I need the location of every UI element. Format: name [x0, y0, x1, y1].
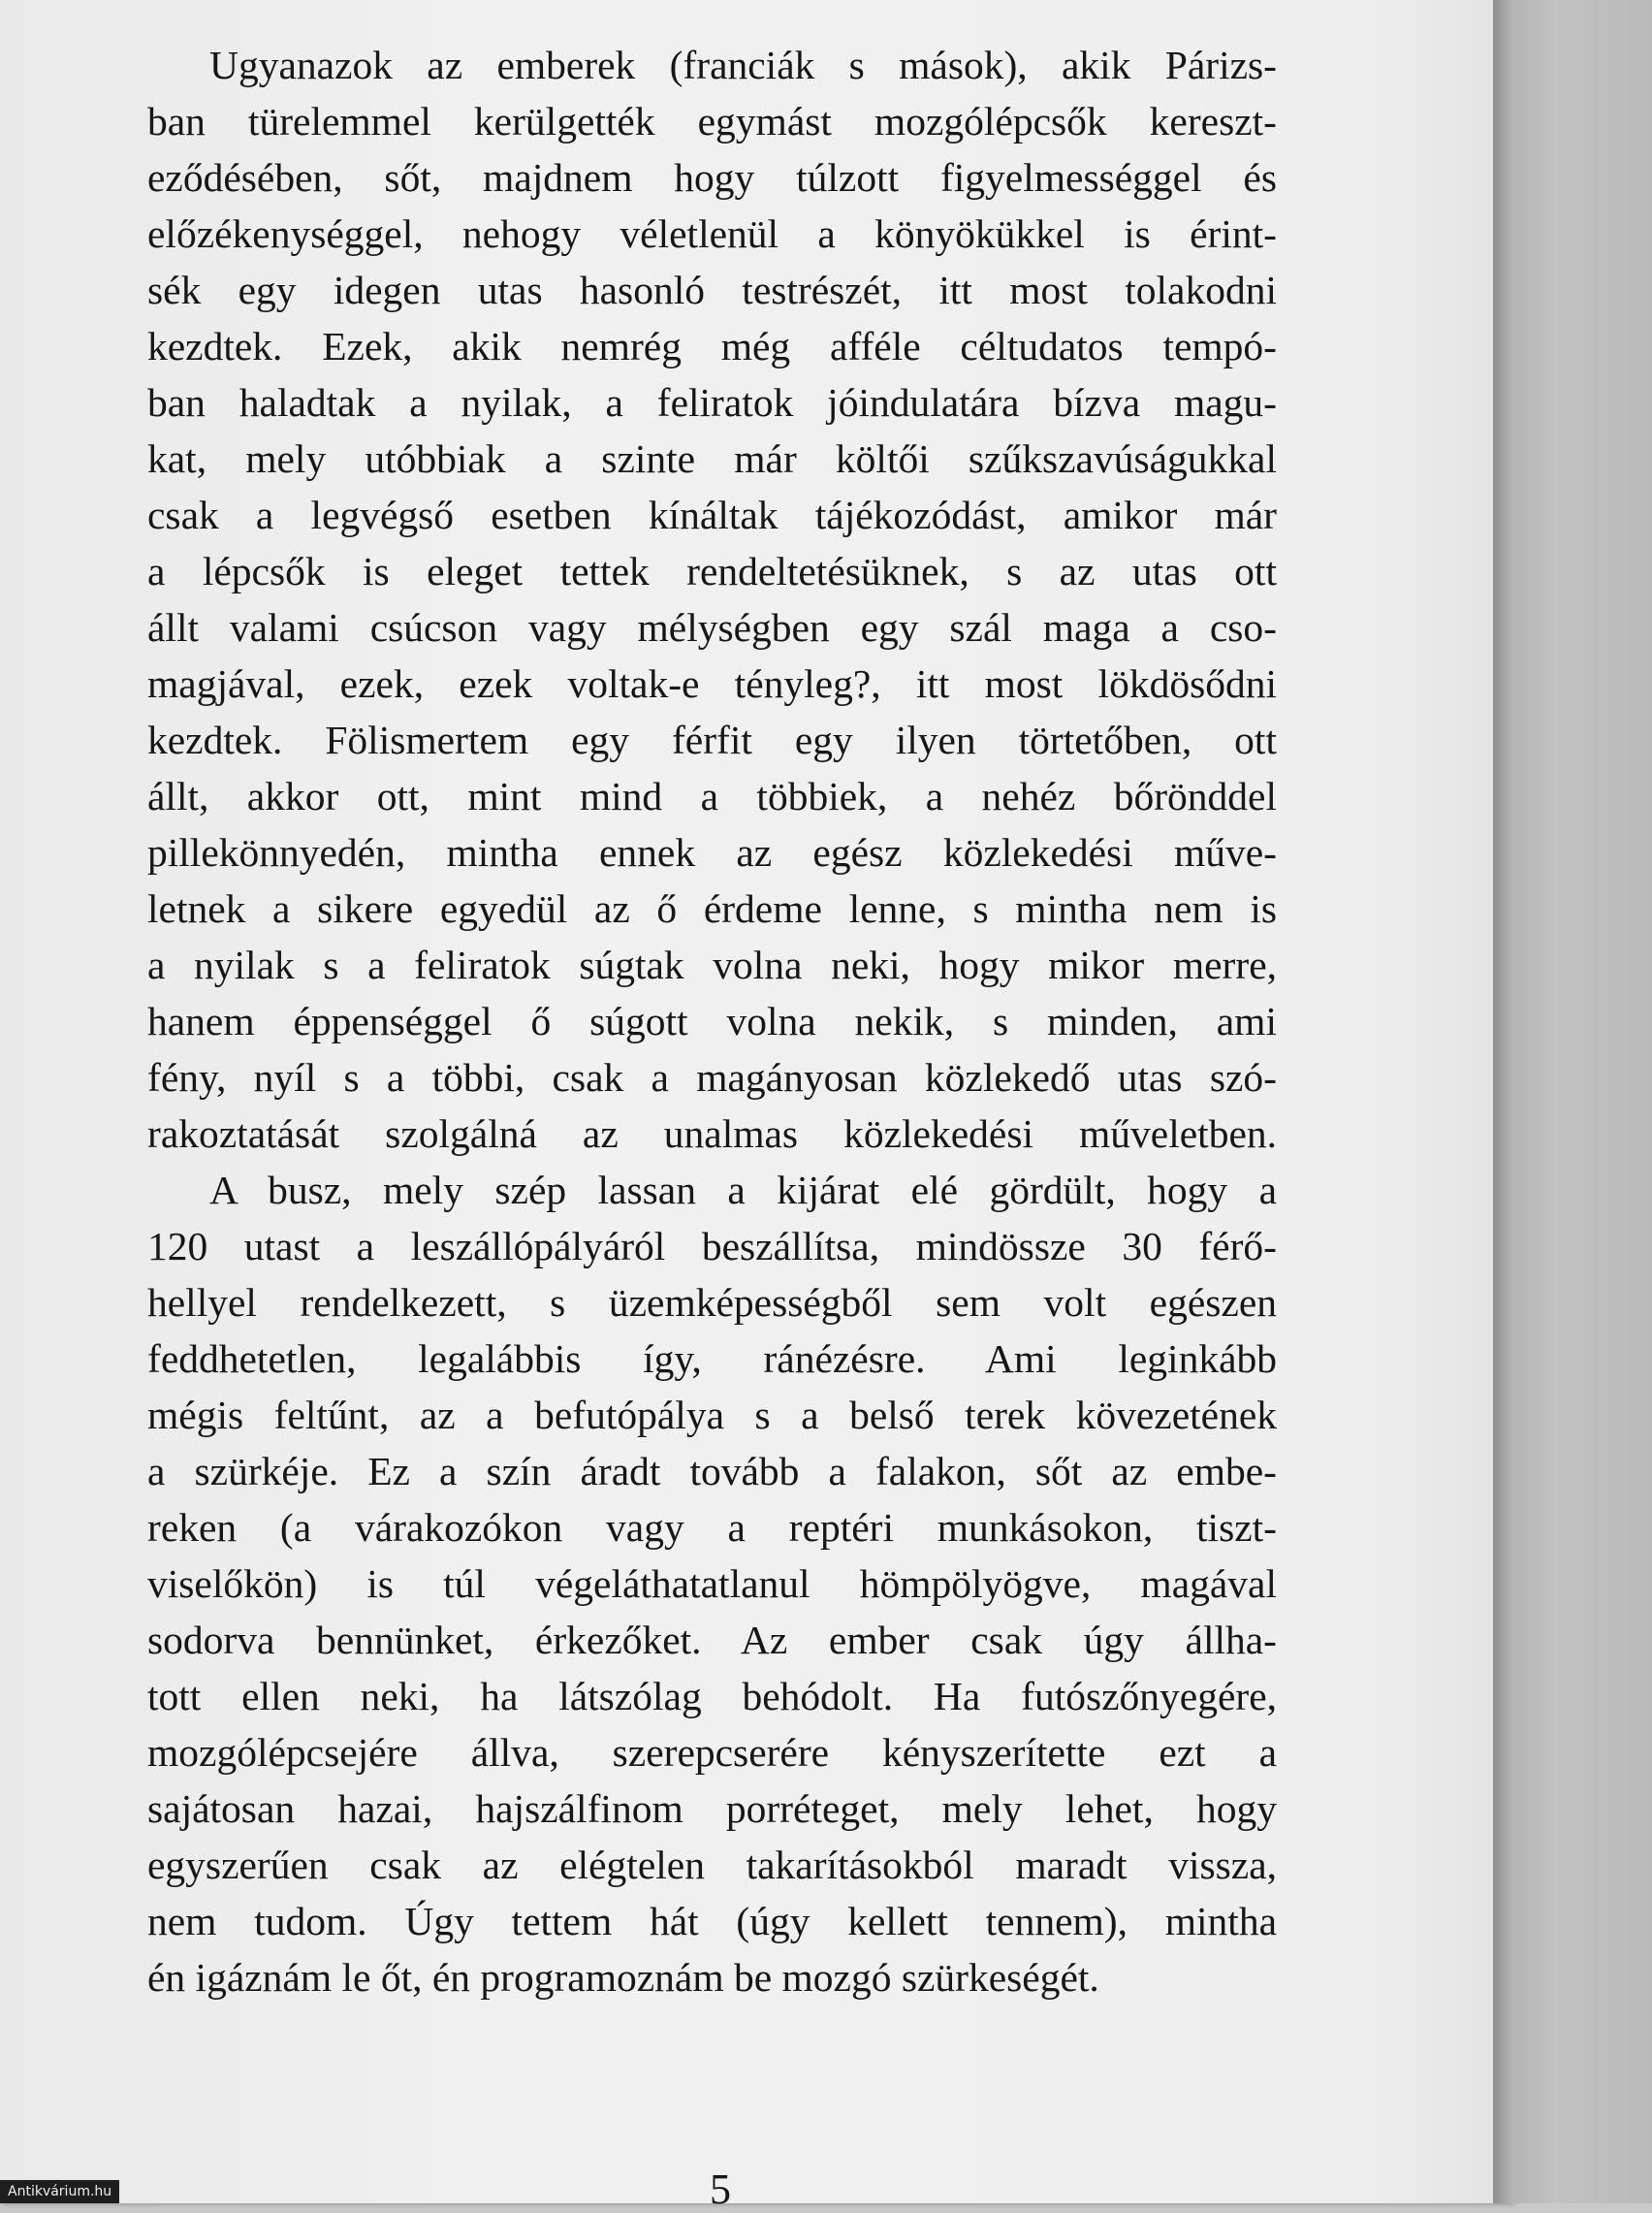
text-line: fény, nyíl s a többi, csak a magányosan közlekedő utas szó- [147, 1055, 1277, 1100]
text-line: ban türelemmel kerülgették egymást mozgólépcsők kereszt- [147, 99, 1277, 144]
page-number: 5 [710, 2165, 731, 2213]
text-line: feddhetetlen, legalábbis így, ránézésre. Ami leginkább [147, 1336, 1277, 1381]
text-line: A busz, mely szép lassan a kijárat elé gördült, hogy a [209, 1168, 1277, 1212]
text-line: állt, akkor ott, mint mind a többiek, a nehéz bőrönddel [147, 774, 1277, 818]
text-line: előzékenységgel, nehogy véletlenül a könyökükkel is érint- [147, 211, 1277, 256]
text-line: hanem éppenséggel ő súgott volna nekik, s minden, ami [147, 999, 1277, 1043]
text-line: kezdtek. Fölismertem egy férfit egy ilyen törtetőben, ott [147, 718, 1277, 762]
paragraph-2 [147, 1162, 1277, 2005]
text-line: mozgólépcsejére állva, szerepcserére kényszerítette ezt a [147, 1730, 1277, 1775]
text-line: reken (a várakozókon vagy a reptéri munkásokon, tiszt- [147, 1505, 1277, 1550]
text-line: tott ellen neki, ha látszólag behódolt. Ha futószőnyegére, [147, 1674, 1277, 1718]
text-line: sék egy idegen utas hasonló testrészét, itt most tolakodni [147, 268, 1277, 312]
text-line: mégis feltűnt, az a befutópálya s a belső terek kövezetének [147, 1393, 1277, 1437]
text-line: eződésében, sőt, majdnem hogy túlzott figyelmességgel és [147, 155, 1277, 200]
text-line: sodorva bennünket, érkezőket. Az ember csak úgy állha- [147, 1618, 1277, 1662]
text-line: Ugyanazok az emberek (franciák s mások), akik Párizs- [209, 43, 1277, 87]
text-line: csak a legvégső esetben kínáltak tájékozódást, amikor már [147, 493, 1277, 537]
text-line: ban haladtak a nyilak, a feliratok jóindulatára bízva magu- [147, 380, 1277, 425]
text-line: pillekönnyedén, mintha ennek az egész közlekedési műve- [147, 830, 1277, 875]
text-line: a szürkéje. Ez a szín áradt tovább a falakon, sőt az embe- [147, 1449, 1277, 1493]
text-line: viselőkön) is túl végeláthatatlanul hömpölyögve, magával [147, 1561, 1277, 1606]
text-line: állt valami csúcson vagy mélységben egy szál maga a cso- [147, 605, 1277, 650]
watermark: Antikvárium.hu [0, 2180, 119, 2203]
text-line: hellyel rendelkezett, s üzemképességből sem volt egészen [147, 1280, 1277, 1325]
text-line: letnek a sikere egyedül az ő érdeme lenne, s mintha nem is [147, 886, 1277, 931]
text-line: rakoztatását szolgálná az unalmas közlekedési műveletben. [147, 1111, 1277, 1156]
paragraph-1 [147, 37, 1277, 1162]
text-line: egyszerűen csak az elégtelen takarításokból maradt vissza, [147, 1843, 1277, 1887]
text-line: kat, mely utóbbiak a szinte már költői szűkszavúságukkal [147, 436, 1277, 481]
text-line: 120 utast a leszállópályáról beszállítsa, mindössze 30 férő- [147, 1224, 1277, 1268]
text-line: nem tudom. Úgy tettem hát (úgy kellett tennem), mintha [147, 1899, 1277, 1943]
text-line: sajátosan hazai, hajszálfinom porréteget, mely lehet, hogy [147, 1786, 1277, 1831]
text-line: a nyilak s a feliratok súgtak volna neki, hogy mikor merre, [147, 943, 1277, 987]
text-line: a lépcsők is eleget tettek rendeltetésüknek, s az utas ott [147, 549, 1277, 593]
body-text [147, 37, 1277, 2005]
text-line: magjával, ezek, ezek voltak-e tényleg?, itt most lökdösődni [147, 661, 1277, 706]
text-line: kezdtek. Ezek, akik nemrég még afféle céltudatos tempó- [147, 324, 1277, 369]
scanner-background [1493, 0, 1652, 2203]
text-line: én igáznám le őt, én programoznám be mozgó szürkeségét. [147, 1955, 1099, 2000]
